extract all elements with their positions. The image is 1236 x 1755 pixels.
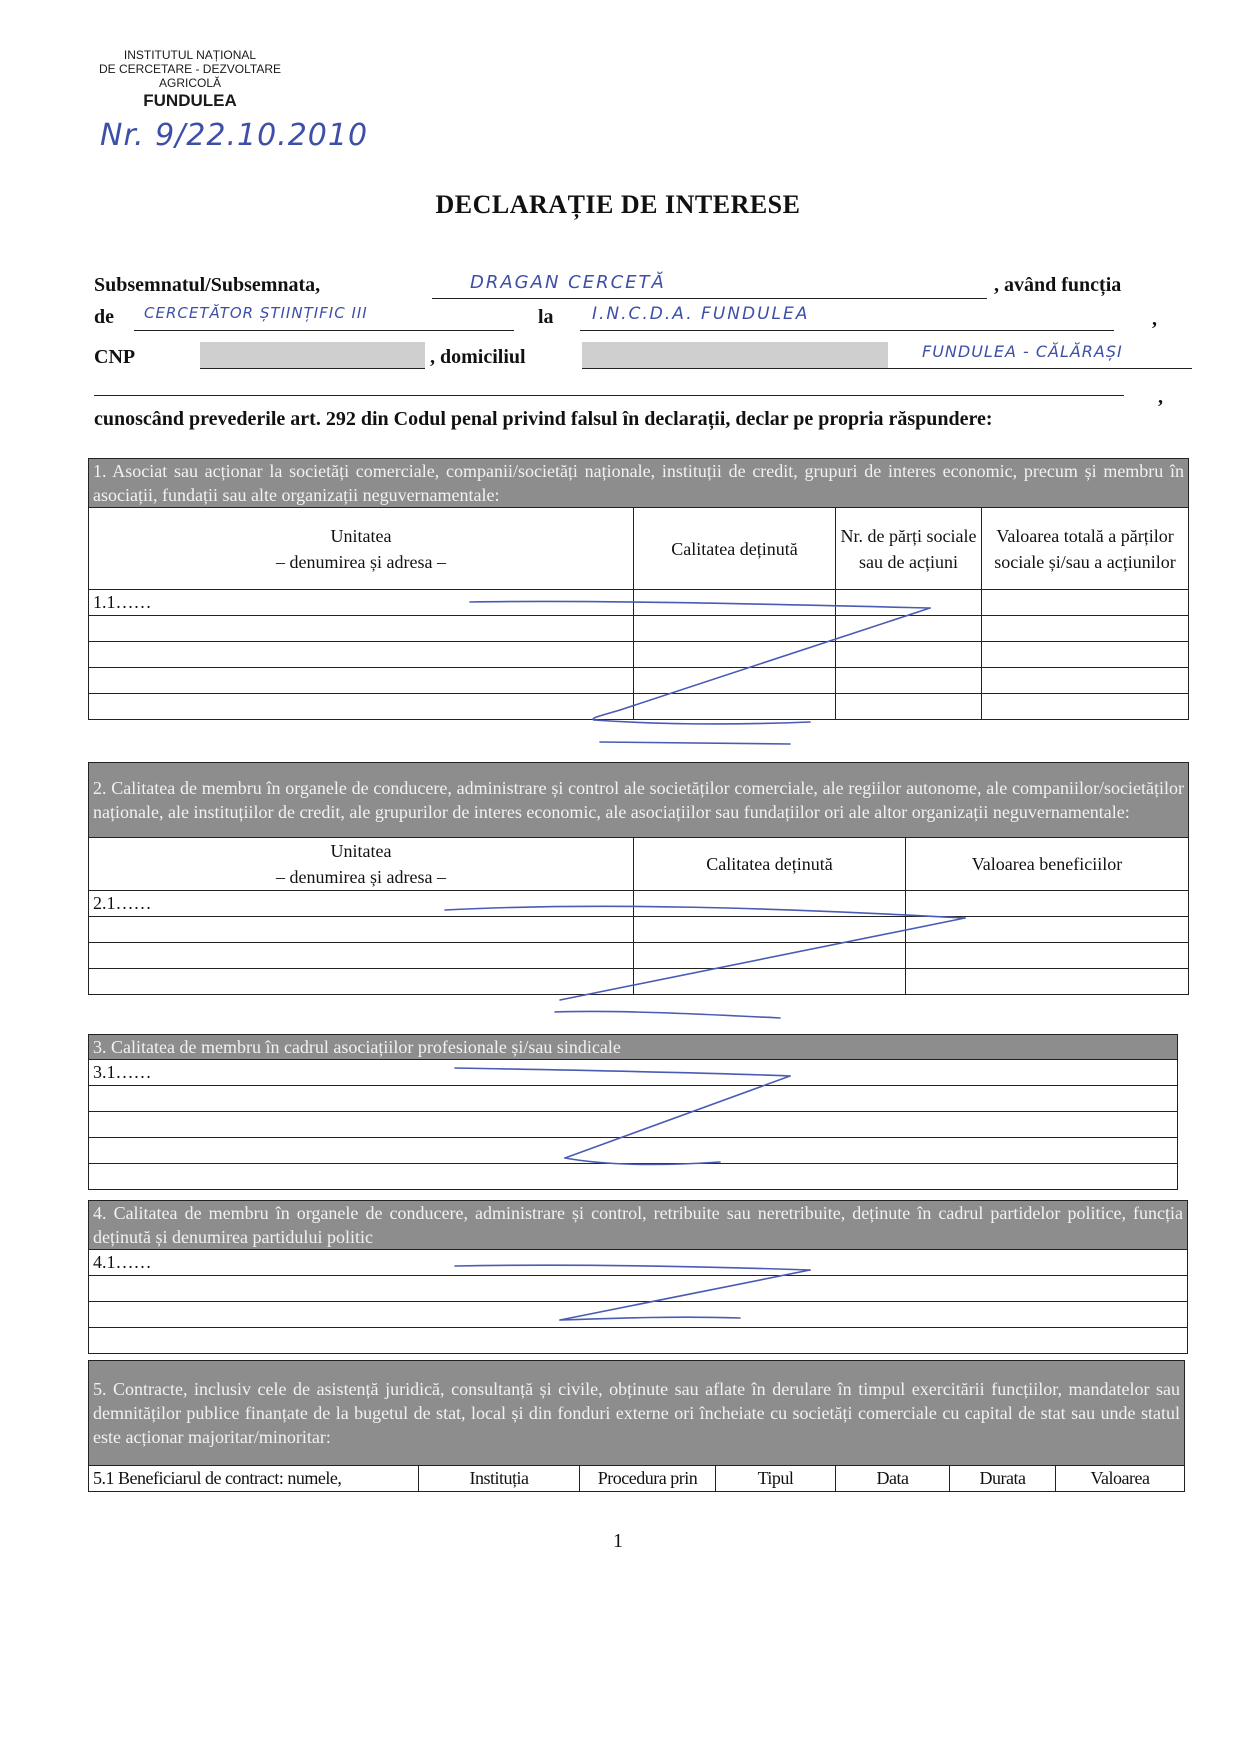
section-3-heading: 3. Calitatea de membru în cadrul asociațiilor profesionale și/sau sindicale [89, 1035, 1178, 1060]
institution-line-1: INSTITUTUL NAȚIONAL [123, 48, 257, 62]
col-duration: Durata [950, 1466, 1056, 1492]
row-label-4-1: 4.1…… [89, 1250, 1188, 1276]
section-3-table [88, 1034, 1178, 1190]
institution-line-4: FUNDULEA [143, 91, 237, 110]
col-unit-sub: – denumirea și adresa – [276, 867, 446, 887]
section-4-table [88, 1200, 1188, 1354]
table-row [89, 917, 1189, 943]
name-field [432, 272, 987, 299]
col-unit [89, 508, 634, 590]
table-row [89, 1112, 1178, 1138]
col-quality: Calitatea deținută [634, 508, 836, 590]
table-row [89, 1138, 1178, 1164]
cnp-label: CNP [94, 346, 136, 368]
col-unit-label: Unitatea [330, 525, 392, 546]
table-row [89, 694, 1189, 720]
table-row [89, 1328, 1188, 1354]
table-row [89, 642, 1189, 668]
institution-line-3: AGRICOLĂ [158, 76, 221, 90]
section-2-table [88, 762, 1189, 995]
row-label-3-1: 3.1…… [89, 1060, 1178, 1086]
avand-functia-label: , având funcția [994, 274, 1122, 296]
col-benefits: Valoarea beneficiilor [906, 838, 1189, 891]
row-label-1-1: 1.1…… [89, 590, 634, 616]
section-2-heading: 2. Calitatea de membru în organele de conducere, administrare și control ale societăților comerciale, ale regiilor autonome, ale companiilor/societăților naționale, ale instituțiilor de credit, ale grupurilor de interes economic, ale asociațiilor sau fundațiilor ori ale altor organizații neguvernamentale: [89, 763, 1189, 838]
page-number: 1 [613, 1530, 623, 1552]
table-row [89, 1164, 1178, 1190]
col-unit-label: Unitatea [330, 841, 392, 861]
col-institution: Instituția [419, 1466, 580, 1492]
section-5-heading: 5. Contracte, inclusiv cele de asistență juridică, consultanță și civile, obținute sau aflate în derulare în timpul exercitării funcțiilor, mandatelor sau demnităților publice finanțate de la bugetul de stat, local și din fonduri externe ori încheiate cu societăți comerciale cu capital de stat sau unde statul este acționar majoritar/minoritar: [89, 1361, 1185, 1466]
col-value: Valoarea [1056, 1466, 1185, 1492]
section-1-table [88, 458, 1189, 720]
comma-2: , [1158, 386, 1163, 408]
institution-line-2: DE CERCETARE - DEZVOLTARE [98, 62, 282, 76]
col-shares: Nr. de părți sociale sau de acțiuni [836, 508, 982, 590]
legal-statement: cunoscând prevederile art. 292 din Codul penal privind falsul în declarații, declar pe propria răspundere: [94, 408, 993, 430]
col-unit [89, 838, 634, 891]
registration-number: Nr. 9/22.10.2010 [100, 118, 369, 153]
subsemnatul-label: Subsemnatul/Subsemnata, [94, 274, 321, 296]
address-field [582, 342, 1192, 369]
institution-value: I.N.C.D.A. FUNDULEA [592, 304, 810, 324]
col-type: Tipul [716, 1466, 836, 1492]
col-quality: Calitatea deținută [634, 838, 906, 891]
cnp-redacted [200, 342, 425, 368]
function-field [134, 304, 514, 331]
domiciliul-label: , domiciliul [430, 346, 526, 368]
col-value: Valoarea totală a părților sociale și/sau a acțiunilor [982, 508, 1189, 590]
table-row [89, 1086, 1178, 1112]
section-4-heading: 4. Calitatea de membru în organele de conducere, administrare și control, retribuite sau neretribuite, deținute în cadrul partidelor politice, funcția deținută și denumirea partidului politic [89, 1201, 1188, 1250]
col-date: Data [836, 1466, 950, 1492]
document-title: DECLARAȚIE DE INTERESE [435, 190, 801, 219]
comma-1: , [1152, 308, 1157, 330]
name-value: DRAGAN CERCETĂ [470, 272, 666, 293]
col-procedure: Procedura prin [580, 1466, 716, 1492]
col-unit-sub: – denumirea și adresa – [276, 551, 446, 572]
cnp-underline [200, 368, 425, 369]
table-row [89, 668, 1189, 694]
section-1-heading: 1. Asociat sau acționar la societăți comerciale, companii/societăți naționale, instituții de credit, grupuri de interes economic, precum și membru în asociații, fundații sau alte organizații neguvernamentale: [89, 459, 1189, 508]
section-5-table [88, 1360, 1185, 1492]
table-row [89, 1302, 1188, 1328]
table-row [89, 1276, 1188, 1302]
function-value: CERCETĂTOR ȘTIINȚIFIC III [144, 304, 368, 322]
institution-field [580, 304, 1114, 331]
table-row [89, 969, 1189, 995]
row-label-2-1: 2.1…… [89, 891, 634, 917]
table-row [89, 616, 1189, 642]
table-row [89, 943, 1189, 969]
de-label: de [94, 306, 114, 328]
la-label: la [538, 306, 554, 328]
institution-stamp [70, 48, 310, 112]
col-beneficiary: 5.1 Beneficiarul de contract: numele, [89, 1466, 419, 1492]
address-continuation-line [94, 395, 1124, 396]
address-value: FUNDULEA - CĂLĂRAȘI [922, 342, 1123, 361]
